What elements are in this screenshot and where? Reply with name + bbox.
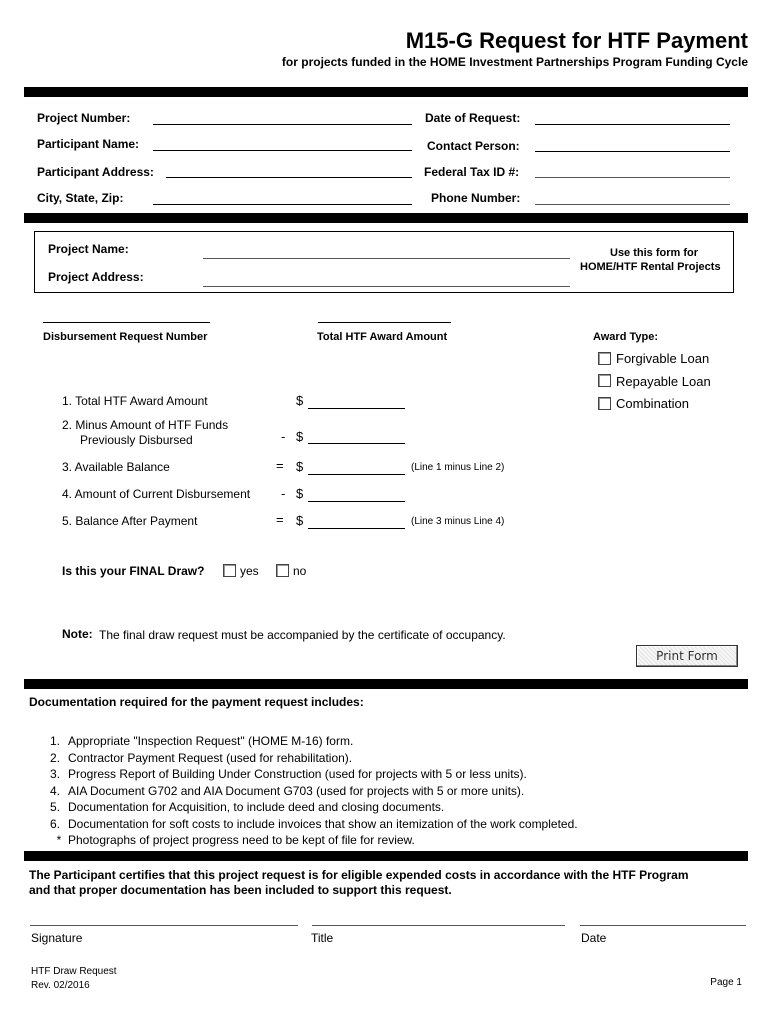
phone-number-input[interactable] (535, 204, 730, 205)
total-award-amount-label: Total HTF Award Amount (317, 331, 448, 343)
operator-equals: = (276, 512, 284, 527)
phone-number-label: Phone Number: (431, 191, 521, 205)
currency-symbol: $ (296, 429, 304, 444)
note-label: Note: (62, 627, 93, 641)
date-label: Date (581, 931, 607, 945)
line-1-amount-input[interactable] (308, 408, 405, 409)
combination-checkbox[interactable] (598, 397, 611, 410)
title-input[interactable] (312, 925, 565, 926)
date-of-request-label: Date of Request: (425, 111, 521, 125)
date-of-request-input[interactable] (535, 124, 730, 125)
project-number-input[interactable] (153, 124, 412, 125)
line-2-amount-input[interactable] (308, 443, 405, 444)
city-state-zip-label: City, State, Zip: (37, 191, 124, 205)
contact-person-label: Contact Person: (427, 139, 520, 153)
note-text: The final draw request must be accompanied by the certificate of occupancy. (99, 628, 506, 642)
list-item: 3. Progress Report of Building Under Construction (used for projects with 5 or less units). (50, 767, 527, 781)
project-address-label: Project Address: (48, 270, 144, 284)
line-5-note: (Line 3 minus Line 4) (411, 516, 505, 527)
list-item: 5. Documentation for Acquisition, to include deed and closing documents. (50, 800, 445, 814)
participant-address-label: Participant Address: (37, 165, 154, 179)
title-label: Title (311, 931, 334, 945)
currency-symbol: $ (296, 393, 304, 408)
disbursement-request-number-input[interactable] (43, 322, 210, 323)
final-draw-yes-label: yes (240, 564, 259, 578)
line-5-label: 5. Balance After Payment (62, 514, 198, 528)
divider-bar (24, 213, 748, 223)
line-2-label-cont: Previously Disbursed (80, 433, 193, 447)
certification-text-2: and that proper documentation has been included to support this request. (29, 883, 452, 897)
contact-person-input[interactable] (535, 151, 730, 152)
list-item: 1. Appropriate "Inspection Request" (HOME M-16) form. (50, 734, 354, 748)
currency-symbol: $ (296, 486, 304, 501)
line-3-note: (Line 1 minus Line 2) (411, 462, 505, 473)
page-title: M15-G Request for HTF Payment (405, 28, 748, 53)
award-type-label: Award Type: (593, 331, 658, 343)
city-state-zip-input[interactable] (153, 204, 412, 205)
list-item: 6. Documentation for soft costs to include invoices that show an itemization of the work completed. (50, 816, 578, 831)
page-subtitle: for projects funded in the HOME Investment Partnerships Program Funding Cycle (281, 55, 748, 69)
footer-form-name: HTF Draw Request (31, 966, 117, 977)
divider-bar (24, 87, 748, 97)
documentation-heading: Documentation required for the payment request includes: (29, 695, 364, 709)
federal-tax-id-input[interactable] (535, 177, 730, 178)
line-4-amount-input[interactable] (308, 501, 405, 502)
participant-name-input[interactable] (153, 150, 412, 151)
currency-symbol: $ (296, 513, 304, 528)
documentation-list (50, 734, 578, 850)
line-3-label: 3. Available Balance (62, 460, 170, 474)
print-form-button[interactable]: Print Form (636, 645, 738, 667)
operator-equals: = (276, 458, 284, 473)
project-address-input[interactable] (203, 286, 570, 287)
signature-label: Signature (31, 931, 83, 945)
line-2-label: 2. Minus Amount of HTF Funds (62, 418, 229, 432)
operator-minus: - (281, 429, 286, 444)
final-draw-no-label: no (293, 564, 307, 578)
final-draw-no-checkbox[interactable] (276, 564, 289, 577)
participant-address-input[interactable] (166, 177, 412, 178)
list-item: 2. Contractor Payment Request (used for rehabilitation). (50, 750, 353, 765)
project-name-input[interactable] (203, 258, 570, 259)
participant-name-label: Participant Name: (37, 137, 140, 151)
operator-minus: - (281, 486, 286, 501)
forgivable-loan-label: Forgivable Loan (616, 351, 710, 366)
repayable-loan-label: Repayable Loan (616, 374, 711, 389)
line-5-amount-input[interactable] (308, 528, 405, 529)
project-number-label: Project Number: (37, 111, 131, 125)
final-draw-yes-checkbox[interactable] (223, 564, 236, 577)
footer-page-number: Page 1 (710, 977, 742, 988)
certification-text: The Participant certifies that this project request is for eligible expended costs in accordance with the HTF Program (29, 868, 689, 882)
line-1-label: 1. Total HTF Award Amount (62, 394, 208, 408)
divider-bar (24, 679, 748, 689)
combination-label: Combination (616, 396, 689, 411)
list-item: * Photographs of project progress need to be kept of file for review. (56, 833, 415, 847)
total-award-amount-input[interactable] (318, 322, 451, 323)
signature-input[interactable] (30, 925, 298, 926)
line-3-amount-input[interactable] (308, 474, 405, 475)
divider-bar (24, 851, 748, 861)
forgivable-loan-checkbox[interactable] (598, 352, 611, 365)
date-input[interactable] (580, 925, 746, 926)
line-4-label: 4. Amount of Current Disbursement (62, 487, 251, 501)
form-usage-note-2: HOME/HTF Rental Projects (580, 261, 721, 273)
final-draw-question: Is this your FINAL Draw? (62, 564, 205, 578)
footer-revision: Rev. 02/2016 (31, 980, 90, 991)
form-usage-note: Use this form for (610, 247, 699, 259)
repayable-loan-checkbox[interactable] (598, 374, 611, 387)
currency-symbol: $ (296, 459, 304, 474)
federal-tax-id-label: Federal Tax ID #: (424, 165, 520, 179)
disbursement-request-number-label: Disbursement Request Number (43, 331, 208, 343)
list-item: 4. AIA Document G702 and AIA Document G703 (used for projects with 5 or more units). (50, 783, 525, 798)
project-name-label: Project Name: (48, 242, 129, 256)
